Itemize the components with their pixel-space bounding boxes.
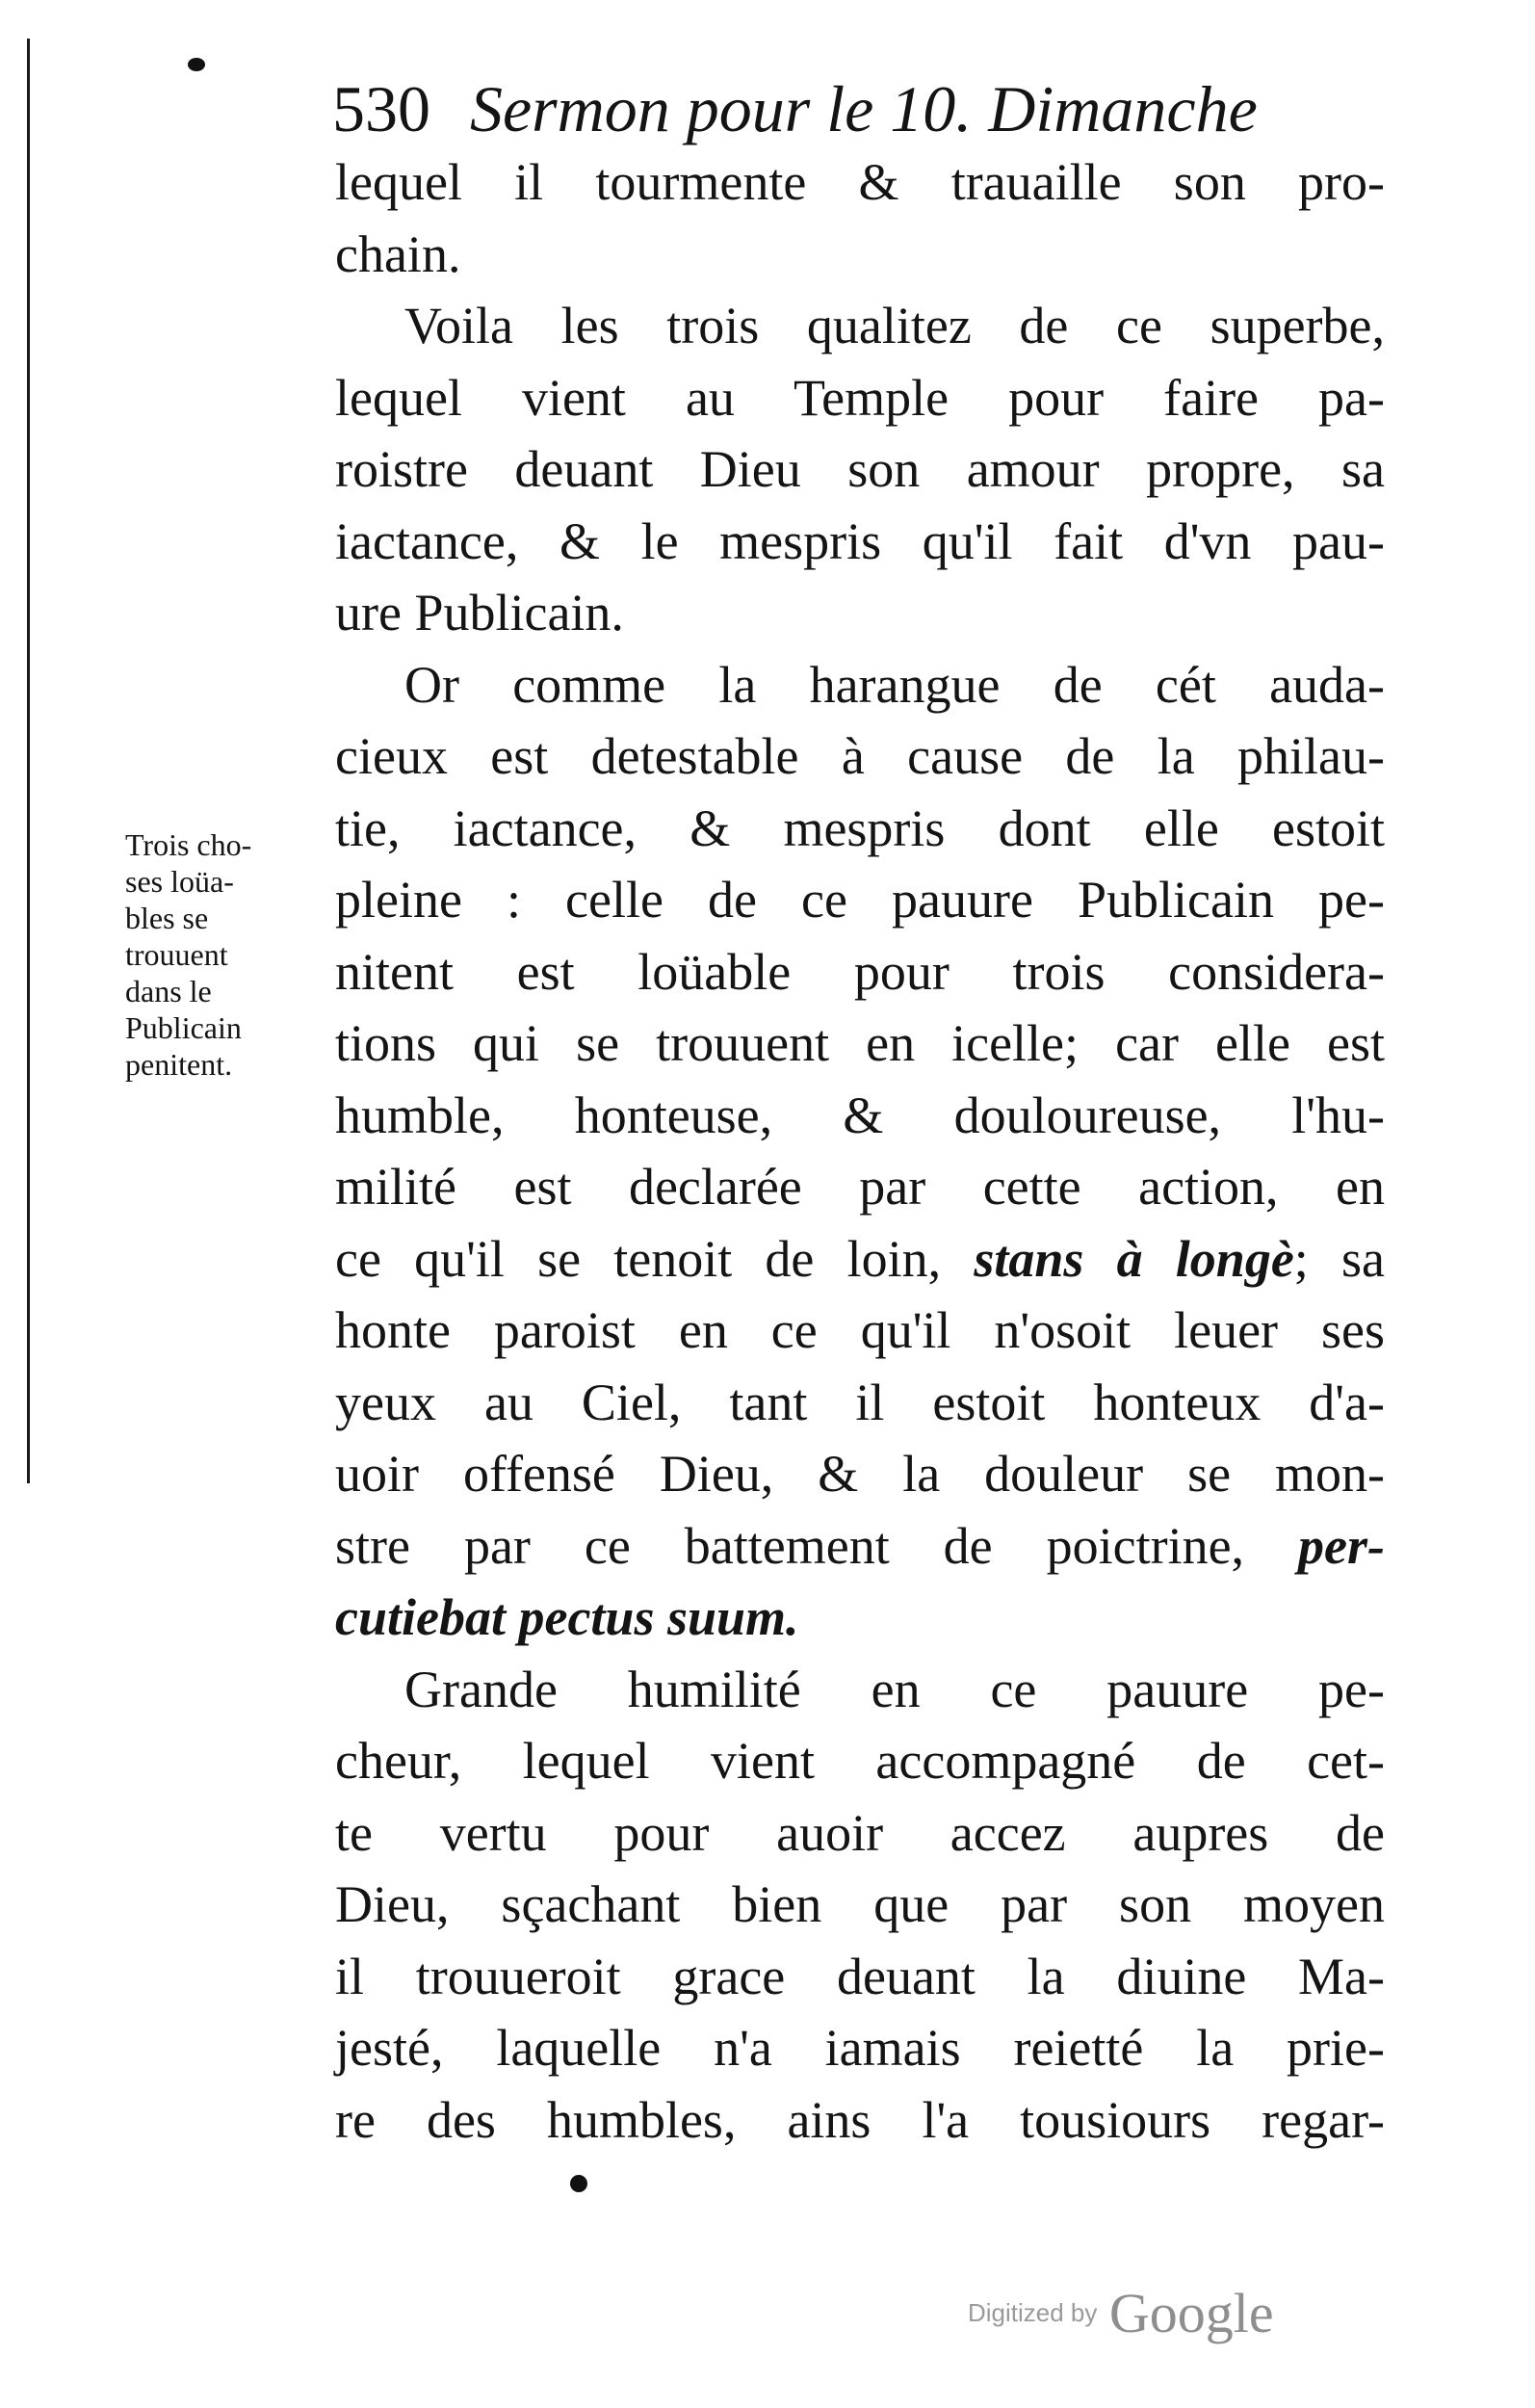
margin-note-line: Publicain <box>125 1010 242 1045</box>
body-text-segment: tie, iactance, & mespris dont elle estoit <box>335 798 1385 857</box>
body-text-line <box>335 864 1385 936</box>
latin-quotation: per- <box>1298 1516 1385 1575</box>
margin-note-line: ses loüa- <box>125 864 234 899</box>
margin-note-line: trouuent <box>125 937 228 972</box>
body-text-line <box>335 1008 1385 1080</box>
body-text-segment: te vertu pour auoir accez aupres de <box>335 1803 1385 1862</box>
body-text-segment: humble, honteuse, & douloureuse, l'hu- <box>335 1086 1385 1144</box>
running-header <box>332 65 1343 152</box>
digitized-watermark <box>968 2281 1274 2345</box>
body-text-line <box>335 936 1385 1008</box>
running-title: Sermon pour le 10. Dimanche <box>470 72 1258 145</box>
body-text-line <box>335 1151 1385 1223</box>
body-text-segment: pleine : celle de ce pauure Publicain pe- <box>335 871 1385 929</box>
body-text-segment: milité est declarée par cette action, en <box>335 1158 1385 1216</box>
body-text-line <box>335 506 1385 578</box>
margin-note-line: bles se <box>125 901 209 935</box>
body-text-line <box>335 1582 1385 1654</box>
body-text-segment: stre par ce battement de poictrine, <box>335 1516 1299 1575</box>
page-edge-rule <box>27 39 30 1483</box>
body-text-segment: cheur, lequel vient accompagné de cet- <box>335 1732 1385 1790</box>
margin-note-line: Trois cho- <box>125 827 252 862</box>
body-text-line <box>335 720 1385 793</box>
google-logo: Google <box>1108 2282 1274 2344</box>
body-text-segment: ure Publicain. <box>335 584 624 641</box>
latin-quotation: cutiebat pectus suum. <box>335 1588 799 1646</box>
body-text-line <box>335 1654 1385 1726</box>
body-text-line <box>335 1941 1385 2013</box>
body-text-segment: Or comme la harangue de cét auda- <box>404 655 1385 714</box>
body-text-segment: ce qu'il se tenoit de loin, <box>335 1229 975 1288</box>
body-text-segment: re des humbles, ains l'a tousiours regar- <box>335 2090 1385 2149</box>
latin-quotation: stans à longè <box>974 1229 1294 1288</box>
body-text-segment: il trouueroit grace deuant la diuine Ma- <box>335 1947 1385 2005</box>
body-text-segment: yeux au Ciel, tant il estoit honteux d'a- <box>335 1373 1385 1431</box>
body-text-segment: Dieu, sçachant bien que par son moyen <box>335 1875 1385 1933</box>
ink-blot-bottom <box>570 2175 587 2192</box>
body-text-segment: lequel vient au Temple pour faire pa- <box>335 368 1385 427</box>
body-text-segment: honte paroist en ce qu'il n'osoit leuer ses <box>335 1301 1385 1359</box>
body-text-line <box>335 219 1385 291</box>
body-text-line <box>335 793 1385 865</box>
body-text-line <box>335 1367 1385 1439</box>
body-text-line <box>335 1510 1385 1583</box>
digitized-label: Digitized by <box>968 2298 1098 2327</box>
body-text-segment: Grande humilité en ce pauure pe- <box>404 1660 1385 1718</box>
body-text-line <box>335 1869 1385 1941</box>
body-text-line <box>335 1797 1385 1870</box>
margin-note-line: penitent. <box>125 1047 233 1082</box>
body-text-line <box>335 1080 1385 1152</box>
margin-note <box>125 826 327 1083</box>
page-number: 530 <box>332 72 430 145</box>
margin-note-line: dans le <box>125 974 212 1008</box>
body-text-segment: jesté, laquelle n'a iamais reietté la prie- <box>335 2019 1385 2077</box>
sermon-body-text <box>335 146 1385 2156</box>
body-text-line <box>335 362 1385 434</box>
body-text-line <box>335 2084 1385 2157</box>
body-text-segment: uoir offensé Dieu, & la douleur se mon- <box>335 1445 1385 1503</box>
body-text-line <box>335 577 1385 649</box>
body-text-line <box>335 1725 1385 1797</box>
body-text-segment: lequel il tourmente & trauaille son pro- <box>335 153 1385 211</box>
ink-blot-top-left <box>188 58 205 71</box>
body-text-segment: Voila les trois qualitez de ce superbe, <box>404 297 1385 354</box>
body-text-line <box>335 2012 1385 2084</box>
body-text-segment: chain. <box>335 224 461 283</box>
body-text-line <box>335 146 1385 219</box>
body-text-line <box>335 433 1385 506</box>
body-text-segment: ; sa <box>1293 1229 1385 1288</box>
body-text-segment: tions qui se trouuent en icelle; car elle est <box>335 1014 1385 1072</box>
body-text-line <box>335 649 1385 721</box>
body-text-line <box>335 290 1385 362</box>
body-text-segment: roistre deuant Dieu son amour propre, sa <box>335 440 1385 498</box>
body-text-line <box>335 1438 1385 1510</box>
body-text-segment: iactance, & le mespris qu'il fait d'vn pau- <box>335 511 1385 570</box>
body-text-line <box>335 1223 1385 1296</box>
body-text-segment: cieux est detestable à cause de la philau- <box>335 727 1385 785</box>
body-text-line <box>335 1295 1385 1367</box>
body-text-segment: nitent est loüable pour trois considera- <box>335 942 1385 1001</box>
